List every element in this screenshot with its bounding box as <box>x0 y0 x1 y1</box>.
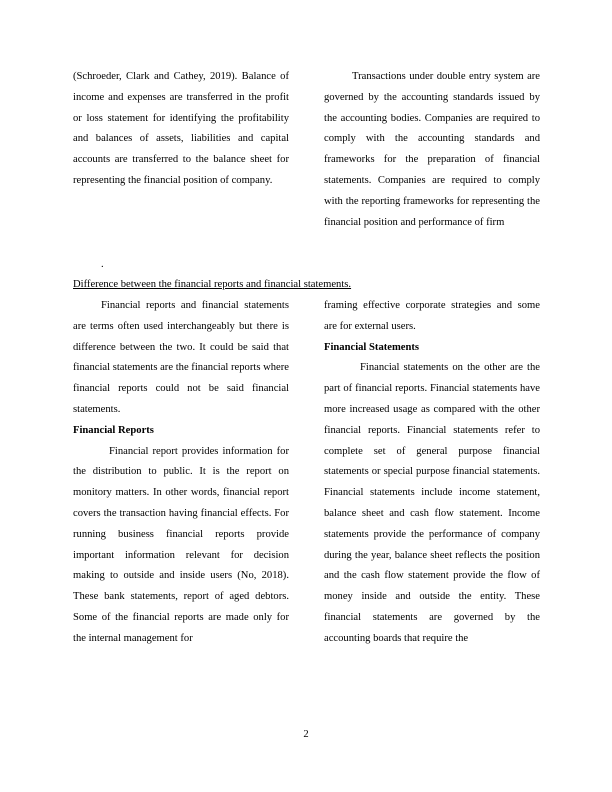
financial-reports-heading: Financial Reports <box>73 424 154 436</box>
separator-dot: . <box>101 259 104 270</box>
top-right-paragraph: Transactions under double entry system are governed by the accounting standards issued by the accounting bodies. Companies are required to comply with the accounting standards and frameworks for the preparation of financial statements. Companies are required to comply with the reporting frameworks for representing the financial position and performance of firm <box>324 71 540 228</box>
bottom-left-column <box>73 296 289 650</box>
financial-reports-paragraph: Financial report provides information for the distribution to public. It is the report on monitory matters. In other words, financial report covers the transaction having financial effects. For running business financial reports provide important information relevant for decision making to outside and inside users (No, 2018). These bank statements, report of aged debtors. Some of the financial reports are made only for the internal management for <box>73 445 289 644</box>
financial-statements-heading: Financial Statements <box>324 341 420 353</box>
continuation-paragraph: framing effective corporate strategies and some are for external users. <box>324 300 540 332</box>
top-left-column <box>73 67 289 192</box>
top-left-paragraph: (Schroeder, Clark and Cathey, 2019). Balance of income and expenses are transferred in the profit or loss statement for identifying the profitability and balances of assets, liabilities and capital accounts are transferred to the balance sheet for representing the financial position of company. <box>73 71 289 186</box>
page-number: 2 <box>303 729 309 740</box>
section-title: Difference between the financial reports and financial statements. <box>73 279 352 290</box>
financial-statements-paragraph: Financial statements on the other are the part of financial reports. Financial statements have more increased usage as compared with the other financial reports. Financial statements refer to complete set of general purpose financial statements or special purpose financial statements. Financial statements include income statement, balance sheet and cash flow statement. Income statements provide the performance of company during the year, balance sheet reflects the position and the cash flow statement provide the flow of money inside and outside the entity. These financial statements are governed by the accounting boards that require the <box>324 362 540 644</box>
bottom-right-column <box>324 296 540 650</box>
top-right-column <box>324 67 540 233</box>
intro-paragraph: Financial reports and financial statements are terms often used interchangeably but there is difference between the two. It could be said that financial statements are the financial reports where financial reports could not be said financial statements. <box>73 300 289 415</box>
